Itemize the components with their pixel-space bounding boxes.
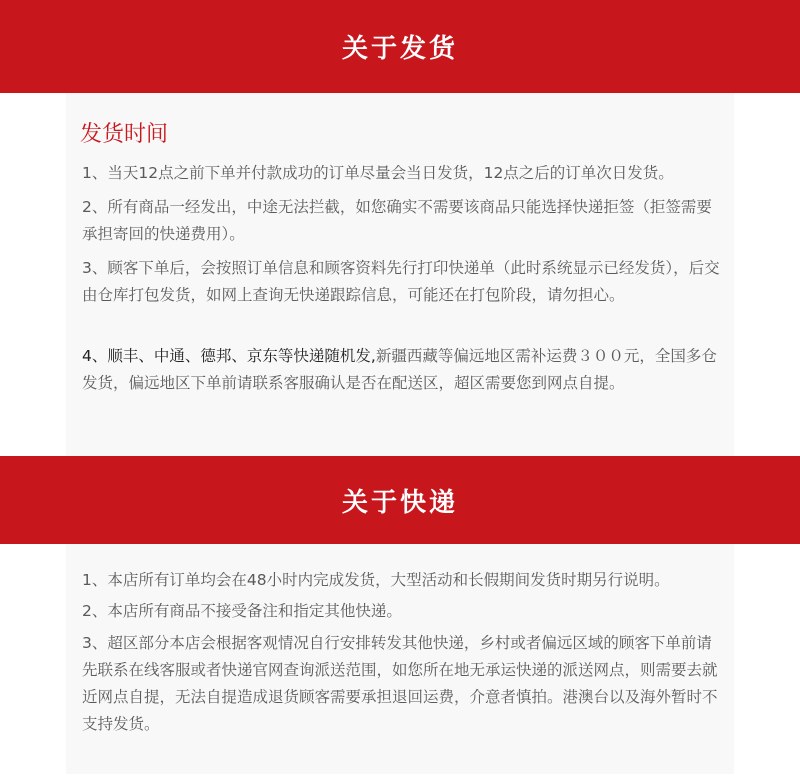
shipping-item-4-prefix: 4、 bbox=[82, 347, 108, 365]
shipping-item-1: 1、当天12点之前下单并付款成功的订单尽量会当日发货，12点之后的订单次日发货。 bbox=[82, 164, 674, 182]
section-header-shipping-title: 关于发货 bbox=[341, 34, 458, 64]
shipping-item-4-emphasis: 顺丰、中通、德邦、京东等快递随机发, bbox=[107, 347, 376, 365]
express-item-3: 3、超区部分本店会根据客观情况自行安排转发其他快递，乡村或者偏远区域的顾客下单前请先联系在线客服或者快递官网查询派送范围，如您所在地无承运快递的派送网点，则需要去就近网点自提，无法自提造成退货顾客需要承担退回运费，介意者慎拍。港澳台以及海外暂时不支持发货。 bbox=[82, 634, 718, 733]
section-header-shipping bbox=[0, 0, 800, 93]
express-item-1: 1、本店所有订单均会在48小时内完成发货，大型活动和长假期间发货时期另行说明。 bbox=[82, 571, 670, 589]
section-header-express bbox=[0, 456, 800, 544]
shipping-item-4 bbox=[82, 343, 722, 397]
shipping-time-subtitle: 发货时间 bbox=[80, 122, 169, 147]
shipping-item-3: 3、顾客下单后，会按照订单信息和顾客资料先行打印快递单（此时系统显示已经发货），后交由仓库打包发货，如网上查询无快递跟踪信息，可能还在打包阶段，请勿担心。 bbox=[82, 259, 720, 304]
shipping-item-4-rest: 新疆西藏等偏远地区需补运费３００元，全国多仓发货，偏远地区下单前请联系客服确认是否在配送区，超区需要您到网点自提。 bbox=[82, 347, 717, 392]
section-header-express-title: 关于快递 bbox=[341, 487, 458, 518]
express-item-2: 2、本店所有商品不接受备注和指定其他快递。 bbox=[82, 602, 402, 620]
shipping-item-2: 2、所有商品一经发出，中途无法拦截，如您确实不需要该商品只能选择快递拒签（拒签需要承担寄回的快递费用）。 bbox=[82, 198, 712, 243]
